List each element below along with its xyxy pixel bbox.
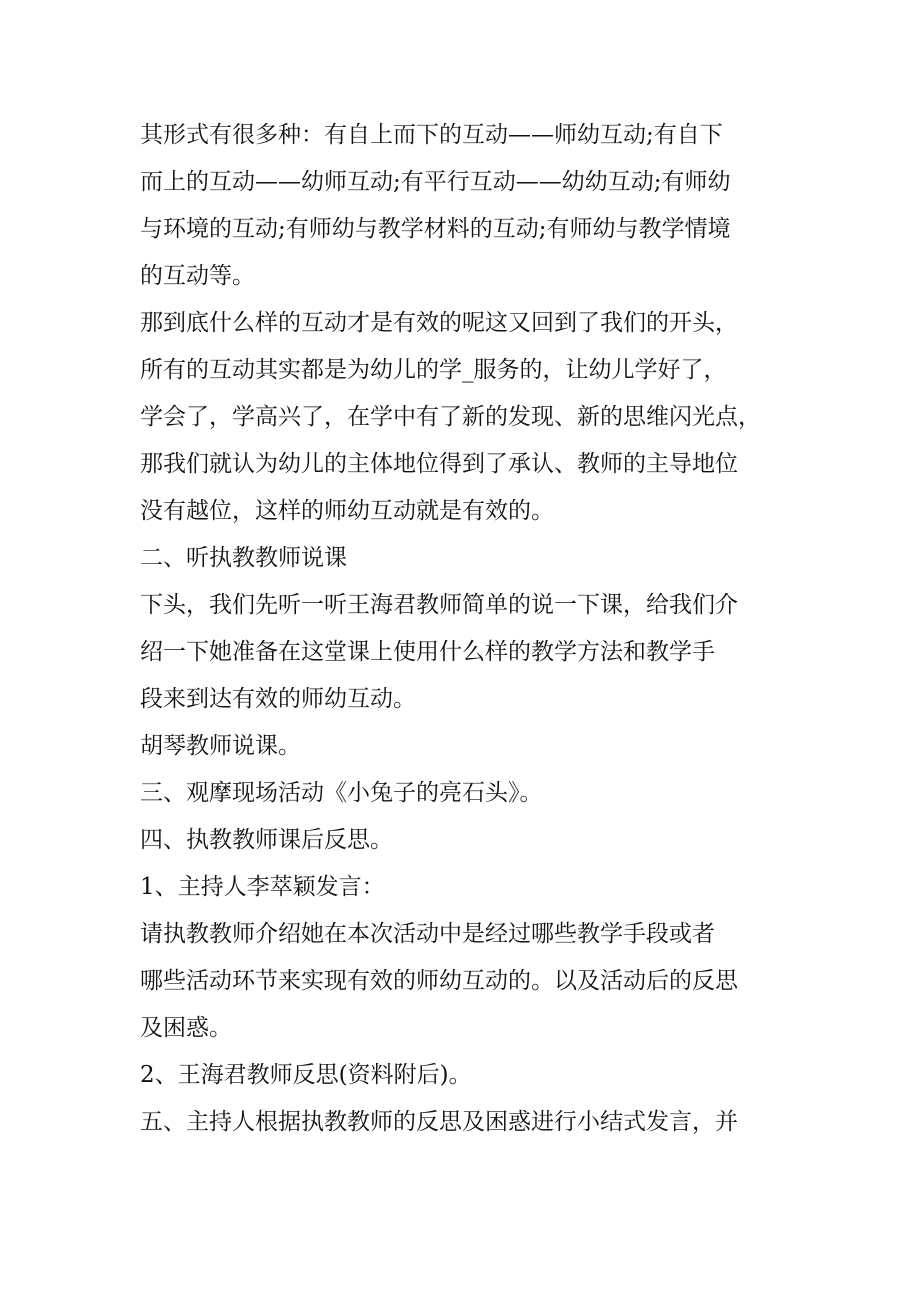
- text-line: 没有越位，这样的师幼互动就是有效的。: [140, 498, 554, 524]
- document-body: [140, 112, 785, 1146]
- text-line: 所有的互动其实都是为幼儿的学_服务的，让幼儿学好了，: [140, 357, 727, 383]
- section-heading: 三、观摩现场活动《小兔子的亮石头》。: [140, 780, 543, 806]
- text-line: 绍一下她准备在这堂课上使用什么样的教学方法和教学手: [140, 639, 715, 665]
- section-heading: 五、主持人根据执教教师的反思及困惑进行小结式发言，并: [140, 1109, 738, 1135]
- text-line: 请执教教师介绍她在本次活动中是经过哪些教学手段或者: [140, 921, 715, 947]
- section-heading: 二、听执教教师说课: [140, 545, 347, 571]
- text-line: 与环境的互动;有师幼与教学材料的互动;有师幼与教学情境: [140, 216, 731, 242]
- text-line: 的互动等。: [140, 263, 255, 289]
- text-line: 2、王海君教师反思(资料附后)。: [140, 1062, 472, 1088]
- text-line: 那我们就认为幼儿的主体地位得到了承认、教师的主导地位: [140, 451, 738, 477]
- text-line: 其形式有很多种：有自上而下的互动——师幼互动;有自下: [140, 122, 723, 148]
- text-line: 那到底什么样的互动才是有效的呢这又回到了我们的开头，: [140, 310, 738, 336]
- text-line: 胡琴教师说课。: [140, 733, 301, 759]
- text-line: 下头，我们先听一听王海君教师简单的说一下课，给我们介: [140, 592, 738, 618]
- text-line: 哪些活动环节来实现有效的师幼互动的。以及活动后的反思: [140, 968, 738, 994]
- text-line: 段来到达有效的师幼互动。: [140, 686, 416, 712]
- text-line: 1、主持人李萃颖发言：: [140, 874, 385, 900]
- text-line: 及困惑。: [140, 1015, 232, 1041]
- section-heading: 四、执教教师课后反思。: [140, 827, 393, 853]
- text-line: 学会了，学高兴了，在学中有了新的发现、新的思维闪光点，: [140, 404, 761, 430]
- text-line: 而上的互动——幼师互动;有平行互动——幼幼互动;有师幼: [140, 169, 731, 195]
